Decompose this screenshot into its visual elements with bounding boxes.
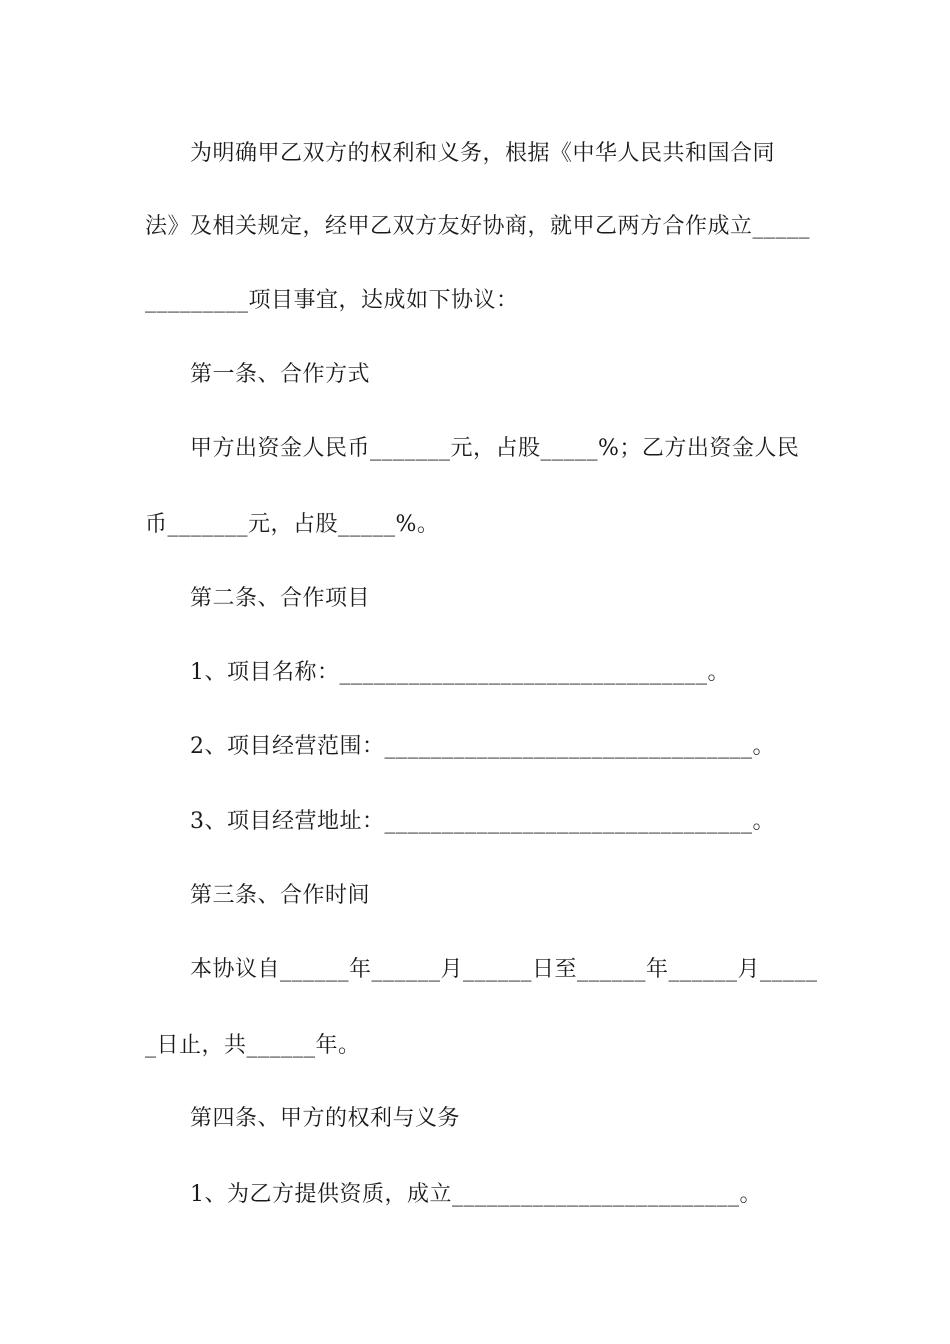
project-address-line: 3、项目经营地址：________________________________。 — [190, 809, 775, 834]
preamble-line-1: 为明确甲乙双方的权利和义务，根据《中华人民共和国合同 — [190, 141, 776, 166]
preamble-line-3: _________项目事宜，达成如下协议： — [145, 288, 519, 313]
article-3-line-2: _日止，共______年。 — [145, 1033, 361, 1058]
article-2-heading: 第二条、合作项目 — [190, 586, 371, 611]
article-3-line-1: 本协议自______年______月______日至______年______月_____ — [190, 957, 818, 982]
article-1-line-1: 甲方出资金人民币_______元，占股_____%；乙方出资金人民 — [190, 436, 800, 461]
article-4-item-1: 1、为乙方提供资质，成立_________________________。 — [190, 1182, 762, 1207]
article-3-heading: 第三条、合作时间 — [190, 883, 371, 908]
article-1-heading: 第一条、合作方式 — [190, 362, 371, 387]
article-1-line-2: 币_______元，占股_____%。 — [145, 512, 440, 537]
article-4-heading: 第四条、甲方的权利与义务 — [190, 1106, 461, 1131]
preamble-line-2: 法》及相关规定，经甲乙双方友好协商，就甲乙两方合作成立_____ — [145, 214, 811, 239]
project-scope-line: 2、项目经营范围：________________________________。 — [190, 734, 775, 759]
project-name-line: 1、项目名称：________________________________。 — [190, 660, 730, 685]
